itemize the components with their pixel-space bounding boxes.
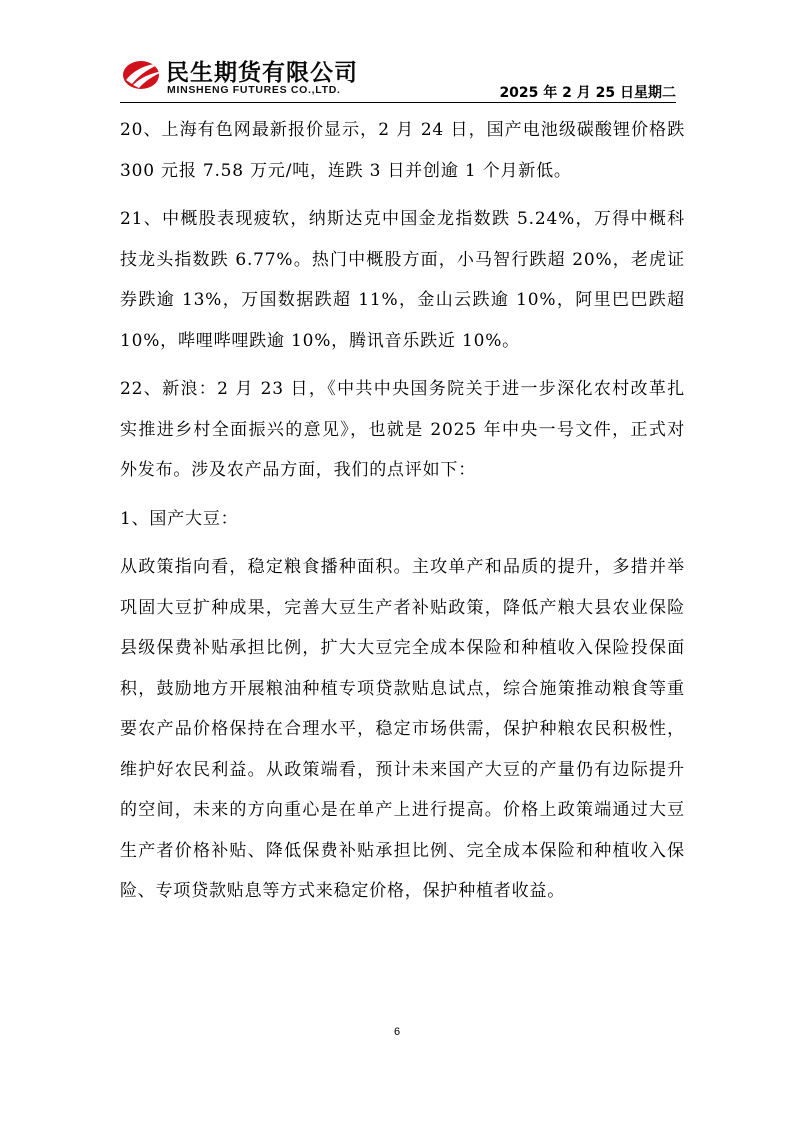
paragraph-20: 20、上海有色网最新报价显示，2 月 24 日，国产电池级碳酸锂价格跌 300 元报 7.58 万元/吨，连跌 3 日并创逾 1 个月新低。 (120, 120, 685, 181)
paragraph-soybean-commentary: 从政策指向看，稳定粮食播种面积。主攻单产和品质的提升，多措并举巩固大豆扩种成果，完善大豆生产者补贴政策，降低产粮大县农业保险县级保费补贴承担比例，扩大大豆完全成本保险和种植收入保险投保面积，鼓励地方开展粮油种植专项贷款贴息试点，综合施策推动粮食等重要农产品价格保持在合理水平，稳定市场供需，保护种粮农民积极性，维护好农民利益。从政策端看，预计未来国产大豆的产量仍有边际提升的空间，未来的方向重心是在单产上进行提高。价格上政策端通过大豆生产者价格补贴、降低保费补贴承担比例、完全成本保险和种植收入保险、专项贷款贴息等方式来稳定价格，保护种植者收益。 (120, 557, 685, 901)
page-header (120, 52, 676, 104)
page-number: 6 (393, 1026, 401, 1038)
minsheng-logo-icon (120, 54, 166, 94)
company-logo (120, 52, 370, 100)
company-name-cn: 民生期货有限公司 (166, 60, 358, 86)
report-date: 2025 年 2 月 25 日星期二 (499, 85, 676, 101)
document-body (120, 110, 685, 912)
header-divider (120, 102, 676, 103)
company-name-en: MINSHENG FUTURES CO.,LTD. (167, 84, 341, 96)
paragraph-22: 22、新浪：2 月 23 日，《中共中央国务院关于进一步深化农村改革扎实推进乡村全面振兴的意见》，也就是 2025 年中央一号文件，正式对外发布。涉及农产品方面，我们的点评如下： (120, 379, 685, 480)
section-heading-soybean: 1、国产大豆： (120, 508, 239, 529)
paragraph-21: 21、中概股表现疲软，纳斯达克中国金龙指数跌 5.24%，万得中概科技龙头指数跌 6.77%。热门中概股方面，小马智行跌超 20%，老虎证券跌逾 13%，万国数据跌超 11%，金山云跌逾 10%，阿里巴巴跌超 10%，哔哩哔哩跌逾 10%，腾讯音乐跌近 10%。 (120, 209, 685, 351)
